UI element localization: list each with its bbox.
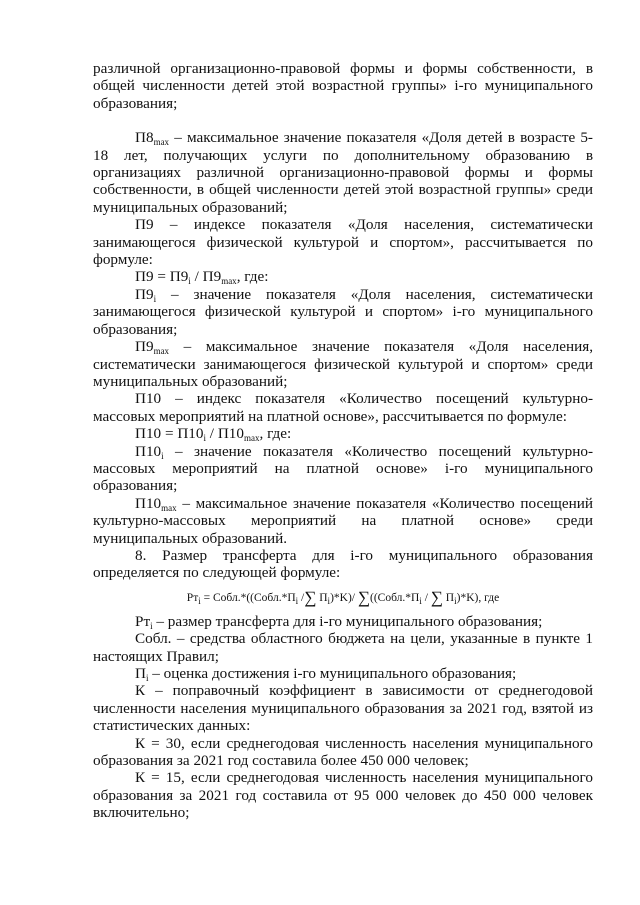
transfer-formula xyxy=(93,588,593,608)
definition-k15 xyxy=(93,769,593,821)
formula-subscript: i xyxy=(188,276,191,287)
formula-subscript: max xyxy=(243,433,260,444)
definition-text: – оценка достижения i-го муниципального образования; xyxy=(148,665,517,682)
formula-part: = Собл.*((Собл.*П xyxy=(200,591,296,604)
formula-part: П xyxy=(442,591,455,604)
definition-symbol: К xyxy=(135,682,146,700)
formula-subscript: i xyxy=(203,433,206,444)
definition-symbol: Рт xyxy=(135,612,151,630)
paragraph-text: различной организационно-правовой формы и формы собственности, в общей численности детей этой возрастной группы» i-го муниципального образования; xyxy=(93,60,593,112)
definition-subscript: i xyxy=(145,673,149,683)
definition-text: если среднегодовая численность населения муниципального образования за 2021 год составила более 450 000 человек; xyxy=(93,734,593,770)
formula-subscript: i xyxy=(419,595,422,606)
paragraph-p10-max xyxy=(93,495,593,547)
paragraph-section-8 xyxy=(93,547,593,582)
formula-part: П10 = П10 xyxy=(135,425,204,443)
formula-part: / П10 xyxy=(206,425,244,443)
definition-pi xyxy=(93,665,593,682)
paragraph-p10-i xyxy=(93,443,593,495)
paragraph-text: – значение показателя «Количество посещений культурно-массовых мероприятий на платной основе» i-го муниципального образования; xyxy=(93,442,593,495)
formula-part: / П9 xyxy=(190,268,222,286)
paragraph-p10-index xyxy=(93,390,593,425)
definition-text: – размер трансферта для i-го муниципального образования; xyxy=(152,612,543,630)
formula-subscript: i xyxy=(454,595,457,606)
sum-symbol: ∑ xyxy=(304,587,317,607)
indicator-symbol: П9 xyxy=(135,338,154,356)
formula-part: П9 = П9 xyxy=(135,268,189,286)
paragraph-text: – максимальное значение показателя «Доля детей в возрасте 5-18 лет, получающих услуги по дополнительному образованию в организациях различной организационно-правовой формы и формы собственности, в общей численности детей этой возрастной группы» среди муниципальных образований; xyxy=(93,129,593,216)
indicator-symbol: П10 xyxy=(135,442,162,460)
formula-p9 xyxy=(93,268,593,285)
paragraph-text: – максимальное значение показателя «Количество посещений культурно-массовых мероприятий на платной основе» среди муниципальных образований. xyxy=(93,494,593,547)
formula-part: )*K), где xyxy=(456,591,500,604)
formula-part: / xyxy=(298,591,305,604)
definition-symbol: К = 30, xyxy=(135,734,185,752)
definition-k30 xyxy=(93,735,593,770)
paragraph-text: П10 – индекс показателя «Количество посещений культурно-массовых мероприятий на платной основе», рассчитывается по формуле: xyxy=(93,390,593,425)
paragraph-text: 8. Размер трансферта для i-го муниципального образования определяется по следующей формуле: xyxy=(93,546,593,582)
paragraph-text: – максимальное значение показателя «Доля населения, систематически занимающегося физической культурой и спортом» среди муниципальных образований; xyxy=(93,338,593,390)
formula-subscript: i xyxy=(327,595,331,606)
paragraph-continuation xyxy=(93,60,593,112)
definition-rt xyxy=(93,613,593,630)
formula-subscript: i xyxy=(198,595,201,606)
formula-part: , где: xyxy=(236,268,269,286)
definition-symbol: П xyxy=(135,665,146,682)
indicator-subscript: max xyxy=(161,502,177,513)
formula-part: ((Собл.*П xyxy=(369,591,420,604)
formula-part: Рт xyxy=(186,591,199,604)
indicator-symbol: П10 xyxy=(135,494,162,512)
definition-symbol: Собл. xyxy=(135,630,172,648)
paragraph-p9-i xyxy=(93,286,593,338)
formula-p10 xyxy=(93,425,593,442)
definition-text: – средства областного бюджета на цели, указанные в пункте 1 настоящих Правил; xyxy=(93,630,593,665)
formula-part: )*K)/ xyxy=(330,591,358,604)
paragraph-p9-index xyxy=(93,216,593,268)
definition-text: – поправочный коэффициент в зависимости от среднегодовой численности населения муниципального образования за 2021 год, взятой из статистических данных: xyxy=(93,682,593,735)
sum-symbol: ∑ xyxy=(357,587,370,607)
formula-part: / xyxy=(421,591,431,604)
formula-part: , где: xyxy=(259,425,292,443)
paragraph-text: – значение показателя «Доля населения, систематически занимающегося физической культурой и спортом» i-го муниципального образования; xyxy=(93,285,593,338)
definition-k xyxy=(93,682,593,734)
indicator-subscript: i xyxy=(161,450,164,461)
paragraph-text: П9 – индексе показателя «Доля населения, систематически занимающегося физической культурой и спортом», рассчитывается по формуле: xyxy=(93,216,593,269)
formula-subscript: i xyxy=(295,595,299,606)
definition-text: если среднегодовая численность населения муниципального образования за 2021 год составила от 95 000 человек до 450 000 человек включительно; xyxy=(93,769,593,822)
definition-subscript: i xyxy=(150,620,153,631)
indicator-symbol: П9 xyxy=(135,285,154,303)
sum-symbol: ∑ xyxy=(430,587,443,607)
indicator-symbol: П8 xyxy=(135,129,154,147)
indicator-subscript: i xyxy=(153,293,157,304)
formula-subscript: max xyxy=(221,276,237,287)
indicator-subscript: max xyxy=(153,137,170,148)
definition-symbol: К = 15, xyxy=(135,769,185,787)
indicator-subscript: max xyxy=(153,346,170,357)
definition-sobl xyxy=(93,630,593,665)
document-body xyxy=(93,60,593,822)
formula-part: П xyxy=(316,591,328,604)
paragraph-p8-max xyxy=(93,129,593,216)
paragraph-p9-max xyxy=(93,338,593,390)
